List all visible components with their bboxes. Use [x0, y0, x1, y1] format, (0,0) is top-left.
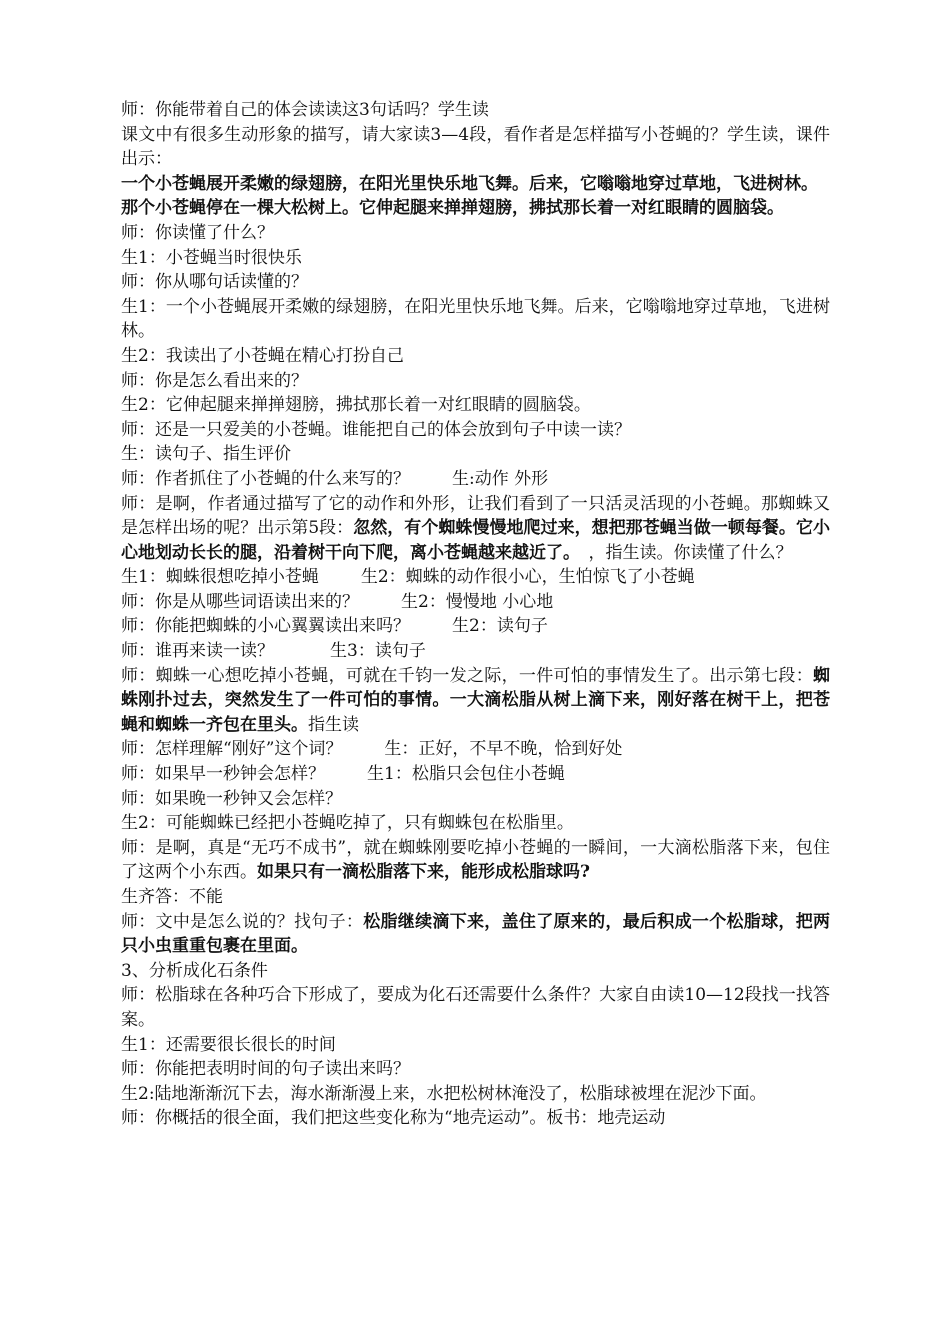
text-paragraph — [121, 369, 830, 394]
text-segment: 3、分析成化石条件 — [121, 960, 268, 981]
text-segment: 生:动作 外形 — [452, 468, 549, 489]
text-paragraph — [121, 1106, 830, 1131]
text-paragraph — [121, 393, 830, 418]
text-segment: 生1：松脂只会包住小苍蝇 — [367, 764, 565, 785]
text-segment: 生3：读句子 — [330, 641, 426, 662]
text-paragraph — [121, 172, 830, 197]
text-segment: 生2：慢慢地 小心地 — [401, 591, 554, 612]
text-paragraph — [121, 467, 830, 492]
text-paragraph — [121, 123, 830, 172]
bold-quote-text: 松脂继续滴下来，盖住了原来的，最后积成一个松脂球，把两只小虫重重包裹在里面。 — [121, 911, 831, 957]
text-paragraph — [121, 614, 830, 639]
text-paragraph — [121, 762, 830, 787]
text-paragraph — [121, 246, 830, 271]
text-paragraph — [121, 1033, 830, 1058]
text-segment: 生齐答：不能 — [121, 887, 223, 907]
bold-quote-text: 忽然，有个蜘蛛慢慢地爬过来，想把那苍蝇当做一顿每餐。它小心地划动长长的腿，沿着树干向下爬，离小苍蝇越来越近了。 — [121, 518, 830, 563]
text-segment: 生1：还需要很长很长的时间 — [121, 1034, 336, 1055]
text-paragraph — [121, 639, 830, 664]
text-segment: 师：你是从哪些词语读出来的？ — [121, 591, 359, 612]
text-paragraph — [121, 983, 830, 1032]
text-segment: 生1：一个小苍蝇展开柔嫩的绿翅膀，在阳光里快乐地飞舞。后来，它嗡嗡地穿过草地，飞进树林。 — [121, 296, 830, 342]
text-segment: 师：如果晚一秒钟又会怎样？ — [121, 788, 342, 809]
text-segment: 生2：我读出了小苍蝇在精心打扮自己 — [121, 345, 404, 366]
text-segment: 师：还是一只爱美的小苍蝇。谁能把自己的体会放到句子中读一读？ — [121, 419, 631, 440]
text-segment: 生：正好，不早不晚，恰到好处 — [384, 739, 623, 760]
text-segment: ，指生读。你读懂了什么？ — [571, 542, 793, 563]
text-segment: 师：是啊，作者通过描写了它的动作和外形，让我们看到了一只活灵活现的小苍蝇。那蜘蛛又是怎样出场的呢？出示第5段： — [121, 493, 830, 539]
text-segment: 师：你能带着自己的体会读读这3句话吗？学生读 — [121, 100, 489, 120]
text-paragraph — [121, 492, 830, 566]
text-paragraph — [121, 959, 830, 984]
text-segment: 师：你是怎么看出来的？ — [121, 370, 308, 391]
text-paragraph — [121, 590, 830, 615]
text-paragraph — [121, 910, 830, 959]
text-paragraph — [121, 295, 830, 344]
text-segment: 师：你概括的很全面，我们把这些变化称为“地壳运动”。板书：地壳运动 — [121, 1108, 666, 1129]
text-paragraph — [121, 442, 830, 467]
text-paragraph — [121, 664, 830, 738]
text-paragraph — [121, 344, 830, 369]
text-paragraph — [121, 787, 830, 812]
text-paragraph — [121, 221, 830, 246]
text-paragraph — [121, 737, 830, 762]
text-segment: 师：你读懂了什么？ — [121, 222, 274, 243]
bold-quote-text: 一个小苍蝇展开柔嫩的绿翅膀，在阳光里快乐地飞舞。后来，它嗡嗡地穿过草地，飞进树林。 — [121, 173, 818, 194]
text-paragraph — [121, 1082, 830, 1107]
text-segment: 生2:陆地渐渐沉下去，海水渐渐漫上来，水把松树林淹没了，松脂球被埋在泥沙下面。 — [121, 1083, 767, 1104]
text-segment: 指生读 — [308, 714, 359, 735]
text-segment: 生2：蜘蛛的动作很小心，生怕惊飞了小苍蝇 — [360, 567, 695, 588]
text-paragraph — [121, 836, 830, 885]
text-segment: 生1：小苍蝇当时很快乐 — [121, 247, 302, 268]
text-segment: 师：文中是怎么说的？找句子： — [121, 911, 364, 932]
text-paragraph — [121, 418, 830, 443]
text-segment: 师：作者抓住了小苍蝇的什么来写的？ — [121, 468, 410, 489]
text-paragraph — [121, 1057, 830, 1082]
text-segment: 师：如果早一秒钟会怎样？ — [121, 764, 325, 785]
bold-quote-text: 如果只有一滴松脂落下来，能形成松脂球吗? — [257, 862, 590, 883]
text-segment: 师：松脂球在各种巧合下形成了，要成为化石还需要什么条件？大家自由读10—12段找一找答案。 — [121, 985, 830, 1030]
text-segment: 生1：蜘蛛很想吃掉小苍蝇 — [121, 567, 319, 588]
text-paragraph — [121, 98, 830, 123]
text-paragraph — [121, 811, 830, 836]
bold-quote-text: 蜘蛛刚扑过去，突然发生了一件可怕的事情。一大滴松脂从树上滴下来，刚好落在树干上，把苍蝇和蜘蛛一齐包在里头。 — [121, 665, 830, 735]
text-paragraph — [121, 196, 830, 221]
text-paragraph — [121, 565, 830, 590]
text-segment: 师：蜘蛛一心想吃掉小苍蝇，可就在千钧一发之际，一件可怕的事情发生了。出示第七段： — [121, 665, 813, 686]
text-segment: 师：你从哪句话读懂的？ — [121, 272, 308, 293]
text-paragraph — [121, 885, 830, 910]
text-segment: 生：读句子、指生评价 — [121, 444, 291, 465]
text-segment: 生2：读句子 — [452, 616, 548, 637]
text-segment: 生2：可能蜘蛛已经把小苍蝇吃掉了，只有蜘蛛包在松脂里。 — [121, 813, 574, 834]
text-segment: 课文中有很多生动形象的描写，请大家读3—4段，看作者是怎样描写小苍蝇的？学生读，课件出示： — [121, 124, 830, 170]
text-segment: 师：你能把表明时间的句子读出来吗？ — [121, 1059, 410, 1080]
text-segment: 生2：它伸起腿来掸掸翅膀，拂拭那长着一对红眼睛的圆脑袋。 — [121, 395, 591, 416]
document-body — [121, 98, 830, 1131]
text-segment: 师：谁再来读一读？ — [121, 641, 274, 662]
text-segment: 师：怎样理解“刚好”这个词？ — [121, 739, 343, 760]
text-segment: 师：是啊，真是“无巧不成书”，就在蜘蛛刚要吃掉小苍蝇的一瞬间，一大滴松脂落下来，包住了这两个小东西。 — [121, 837, 830, 883]
bold-quote-text: 那个小苍蝇停在一棵大松树上。它伸起腿来掸掸翅膀，拂拭那长着一对红眼睛的圆脑袋。 — [121, 198, 784, 219]
text-segment: 师：你能把蜘蛛的小心翼翼读出来吗？ — [121, 616, 410, 637]
text-paragraph — [121, 270, 830, 295]
